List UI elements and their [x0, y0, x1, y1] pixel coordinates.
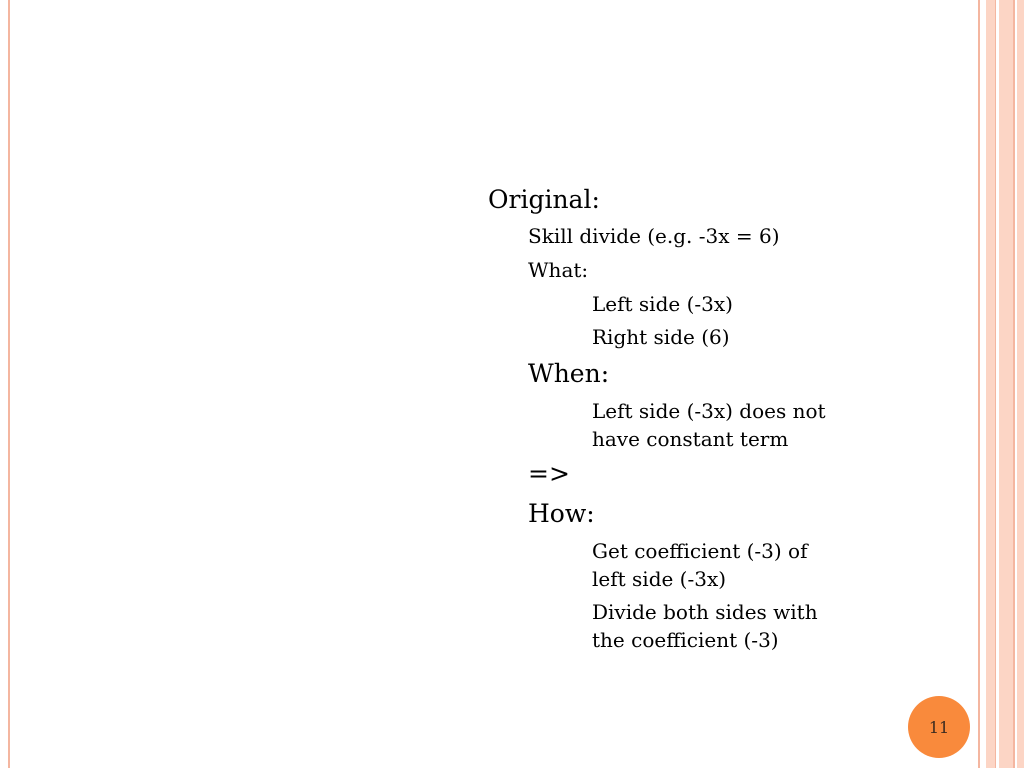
how-item2-line2: the coefficient (-3): [592, 628, 779, 652]
page-number: 11: [928, 717, 950, 737]
when-item-line2: have constant term: [592, 427, 789, 451]
what-label: What:: [528, 258, 589, 282]
right-border-line: [995, 0, 996, 768]
page-number-badge: [908, 696, 970, 758]
what-item-right-side: Right side (6): [592, 325, 730, 349]
right-border-fill: [999, 0, 1013, 768]
when-label: When:: [528, 359, 610, 388]
how-item2-line1: Divide both sides with: [592, 600, 818, 624]
how-item1-line1: Get coefficient (-3) of: [592, 539, 808, 563]
arrow-symbol: =>: [528, 459, 570, 488]
right-border-fill: [1017, 0, 1024, 768]
what-item-left-side: Left side (-3x): [592, 292, 733, 316]
right-border-fill: [986, 0, 995, 768]
how-label: How:: [528, 499, 595, 528]
left-border-stripe: [8, 0, 10, 768]
skill-text: Skill divide (e.g. -3x = 6): [528, 224, 780, 248]
how-item1-line2: left side (-3x): [592, 567, 727, 591]
heading-original: Original:: [488, 185, 600, 214]
right-border-line: [1013, 0, 1015, 768]
when-item-line1: Left side (-3x) does not: [592, 399, 826, 423]
right-border-line: [978, 0, 980, 768]
